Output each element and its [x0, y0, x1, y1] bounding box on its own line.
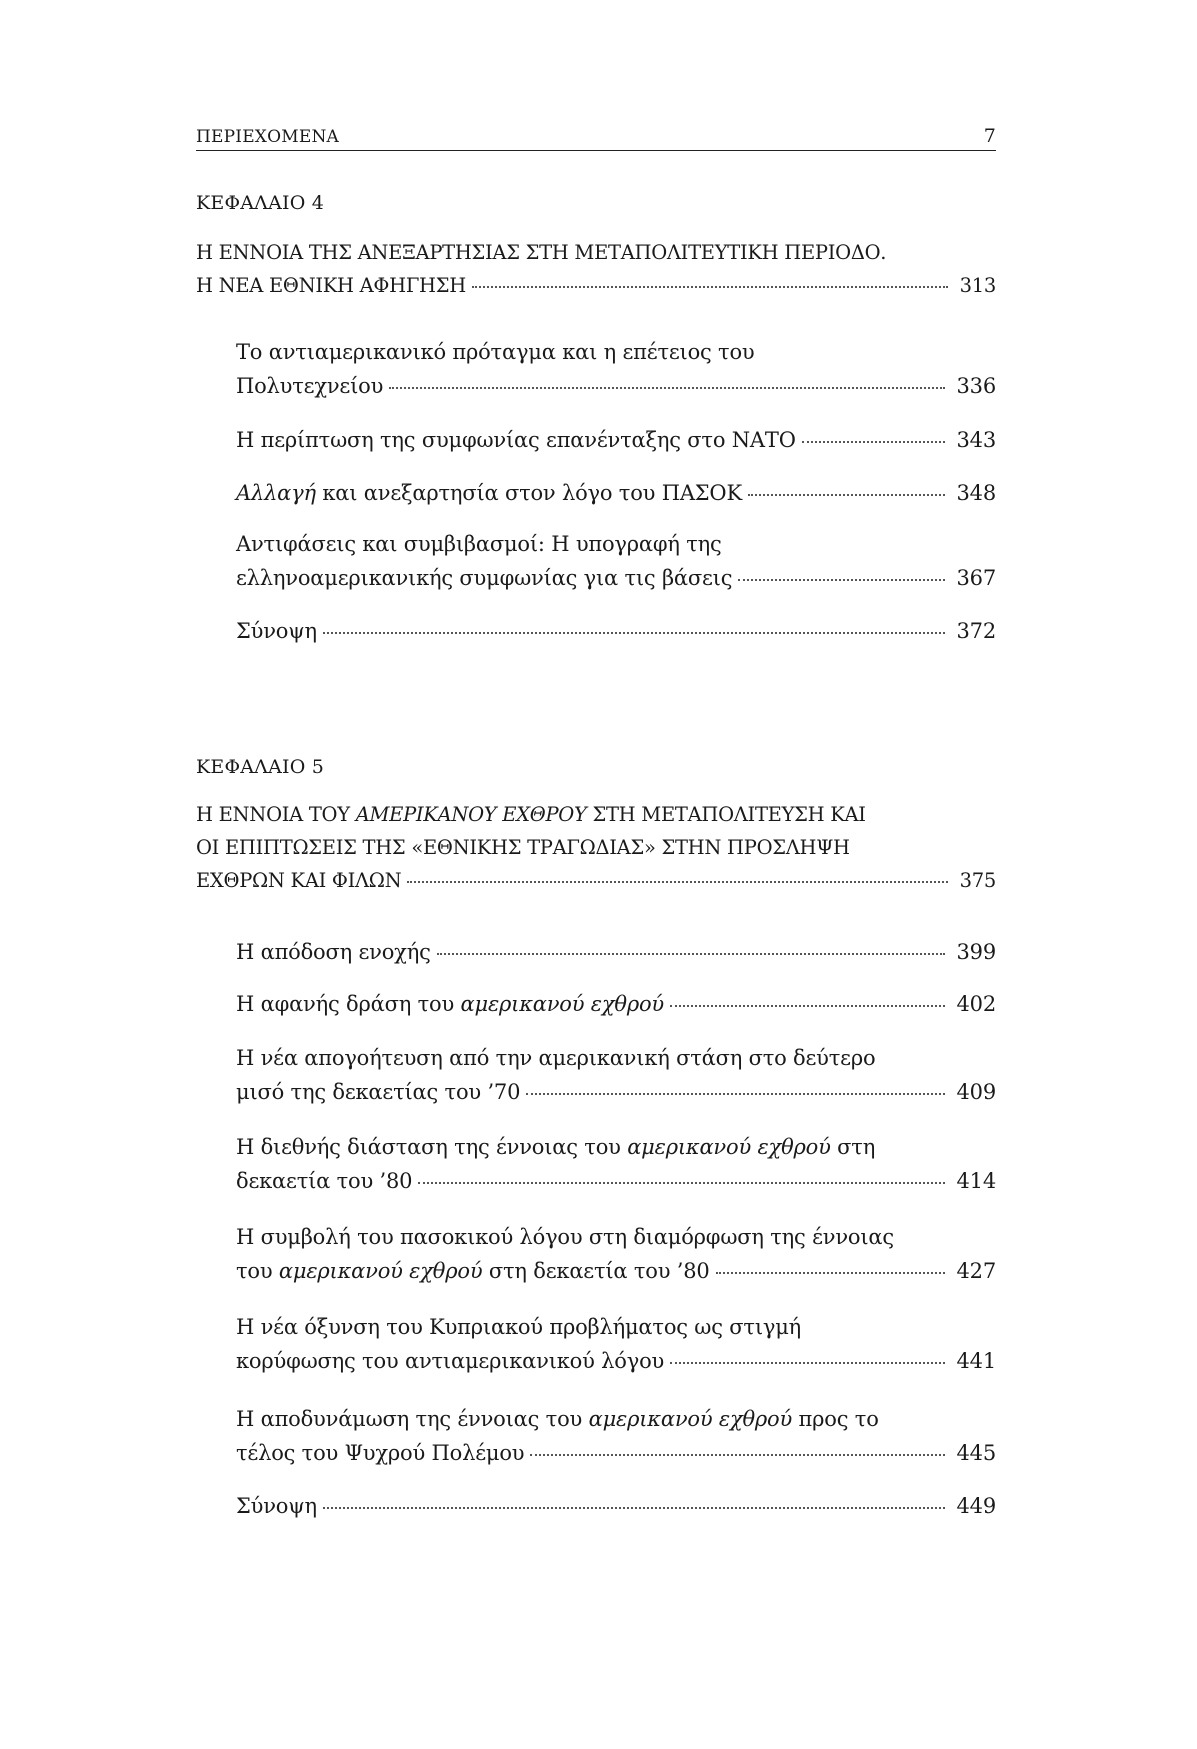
entry-last-line — [236, 1344, 996, 1378]
entry-last-line — [236, 614, 996, 648]
toc-entry — [236, 476, 996, 510]
toc-entry — [236, 527, 996, 595]
dot-leader — [802, 441, 945, 443]
dot-leader — [716, 1272, 945, 1274]
entry-line — [236, 987, 664, 1021]
entry-text: Η αποδυνάμωση της έννοιας του — [236, 1407, 589, 1431]
toc-entry — [236, 1041, 996, 1109]
entry-line: Το αντιαμερικανικό πρόταγμα και η επέτειος του — [236, 340, 755, 364]
toc-entry — [236, 423, 996, 457]
running-head — [196, 120, 996, 151]
dot-leader — [738, 579, 944, 581]
chapter-5-title — [196, 798, 996, 897]
page-ref: 375 — [959, 869, 996, 892]
entry-text: στη δεκαετία του ’80 — [482, 1259, 710, 1283]
dot-leader — [389, 387, 944, 389]
entry-last-line — [236, 1075, 996, 1109]
toc-entry — [236, 1310, 996, 1378]
entry-line: τέλος του Ψυχρού Πολέμου — [236, 1441, 525, 1465]
toc-entry — [236, 1489, 996, 1523]
entry-last-line — [236, 561, 996, 595]
entry-text: του — [236, 1259, 279, 1283]
entry-line: Σύνοψη — [236, 1494, 317, 1518]
page-ref: 449 — [956, 1494, 996, 1518]
entry-last-line — [236, 423, 996, 457]
entry-line: Η περίπτωση της συμφωνίας επανένταξης στο ΝΑΤΟ — [236, 428, 796, 452]
page-ref: 402 — [956, 992, 996, 1016]
chapter-title-line: Η ΝΕΑ ΕΘΝΙΚΗ ΑΦΗΓΗΣΗ — [196, 274, 466, 297]
entry-last-line — [236, 935, 996, 969]
chapter-title-line — [196, 798, 996, 831]
chapter-5-label: ΚΕΦΑΛΑΙΟ 5 — [196, 756, 325, 778]
dot-leader — [472, 286, 948, 288]
dot-leader — [418, 1182, 944, 1184]
dot-leader — [323, 1507, 945, 1509]
entry-line: Η νέα όξυνση του Κυπριακού προβλήματος ως στιγμή — [236, 1315, 802, 1339]
page-ref: 336 — [956, 374, 996, 398]
entry-last-line — [236, 1254, 996, 1288]
entry-line — [236, 1254, 710, 1288]
toc-entry — [236, 935, 996, 969]
toc-entry — [236, 335, 996, 403]
entry-italic: Αλλαγή — [236, 481, 316, 505]
entry-text: Η αφανής δράση του — [236, 992, 461, 1016]
entry-line: Η απόδοση ενοχής — [236, 940, 431, 964]
chapter-4-title — [196, 236, 996, 302]
entry-line: ελληνοαμερικανικής συμφωνίας για τις βάσεις — [236, 566, 733, 590]
entry-line: μισό της δεκαετίας του ’70 — [236, 1080, 521, 1104]
page-ref: 441 — [956, 1349, 996, 1373]
dot-leader — [323, 632, 945, 634]
title-text: ΣΤΗ ΜΕΤΑΠΟΛΙΤΕΥΣΗ ΚΑΙ — [586, 803, 866, 826]
entry-last-line — [236, 476, 996, 510]
dot-leader — [748, 494, 945, 496]
page-ref: 409 — [956, 1080, 996, 1104]
chapter-4-label: ΚΕΦΑΛΑΙΟ 4 — [196, 192, 325, 214]
entry-last-line — [236, 1436, 996, 1470]
entry-line: Η νέα απογοήτευση από την αμερικανική στάση στο δεύτερο — [236, 1046, 876, 1070]
entry-text: και ανεξαρτησία στον λόγο του ΠΑΣΟΚ — [315, 481, 742, 505]
entry-italic: αμερικανού εχθρού — [460, 992, 664, 1016]
entry-italic: αμερικανού εχθρού — [278, 1259, 483, 1283]
chapter-title-last-line — [196, 269, 996, 302]
chapter-title-last-line — [196, 864, 996, 897]
dot-leader — [530, 1454, 944, 1456]
dot-leader — [407, 881, 947, 883]
toc-entry — [236, 614, 996, 648]
entry-line: δεκαετία του ’80 — [236, 1169, 413, 1193]
dot-leader — [526, 1093, 944, 1095]
entry-line: Πολυτεχνείου — [236, 374, 384, 398]
entry-italic: αμερικανού εχθρού — [588, 1407, 793, 1431]
entry-last-line — [236, 1489, 996, 1523]
chapter-title-line: ΟΙ ΕΠΙΠΤΩΣΕΙΣ ΤΗΣ «ΕΘΝΙΚΗΣ ΤΡΑΓΩΔΙΑΣ» ΣΤΗΝ ΠΡΟΣΛΗΨΗ — [196, 836, 850, 859]
page-ref: 427 — [956, 1259, 996, 1283]
page-ref: 313 — [959, 274, 996, 297]
toc-entry — [236, 1130, 996, 1198]
entry-text: προς το — [792, 1407, 879, 1431]
page-ref: 367 — [956, 566, 996, 590]
entry-last-line — [236, 369, 996, 403]
toc-entry — [236, 1220, 996, 1288]
toc-entry — [236, 987, 996, 1021]
entry-line: Αντιφάσεις και συμβιβασμοί: Η υπογραφή της — [236, 532, 722, 556]
title-italic: ΑΜΕΡΙΚΑΝΟΥ ΕΧΘΡΟΥ — [355, 803, 587, 826]
entry-line — [236, 1402, 996, 1436]
dot-leader — [437, 953, 945, 955]
dot-leader — [670, 1362, 944, 1364]
page-ref: 372 — [956, 619, 996, 643]
entry-line: Η συμβολή του πασοκικού λόγου στη διαμόρφωση της έννοιας — [236, 1225, 894, 1249]
page-ref: 343 — [956, 428, 996, 452]
chapter-title-line: ΕΧΘΡΩΝ ΚΑΙ ΦΙΛΩΝ — [196, 869, 402, 892]
page-number: 7 — [983, 125, 996, 147]
entry-last-line — [236, 987, 996, 1021]
entry-text: Η διεθνής διάσταση της έννοιας του — [236, 1135, 628, 1159]
entry-last-line — [236, 1164, 996, 1198]
page-ref: 445 — [956, 1441, 996, 1465]
dot-leader — [670, 1005, 945, 1007]
entry-line: Σύνοψη — [236, 619, 317, 643]
toc-entry — [236, 1402, 996, 1470]
entry-italic: αμερικανού εχθρού — [627, 1135, 831, 1159]
entry-line — [236, 476, 742, 510]
entry-text: στη — [830, 1135, 876, 1159]
running-head-title: ΠΕΡΙΕΧΟΜΕΝΑ — [196, 127, 340, 147]
page-ref: 399 — [956, 940, 996, 964]
entry-line: κορύφωσης του αντιαμερικανικού λόγου — [236, 1349, 665, 1373]
title-text: Η ΕΝΝΟΙΑ ΤΟΥ — [196, 803, 356, 826]
chapter-title-line: Η ΕΝΝΟΙΑ ΤΗΣ ΑΝΕΞΑΡΤΗΣΙΑΣ ΣΤΗ ΜΕΤΑΠΟΛΙΤΕΥΤΙΚΗ ΠΕΡΙΟΔΟ. — [196, 241, 887, 264]
page-ref: 414 — [956, 1169, 996, 1193]
entry-line — [236, 1130, 996, 1164]
page-ref: 348 — [956, 481, 996, 505]
